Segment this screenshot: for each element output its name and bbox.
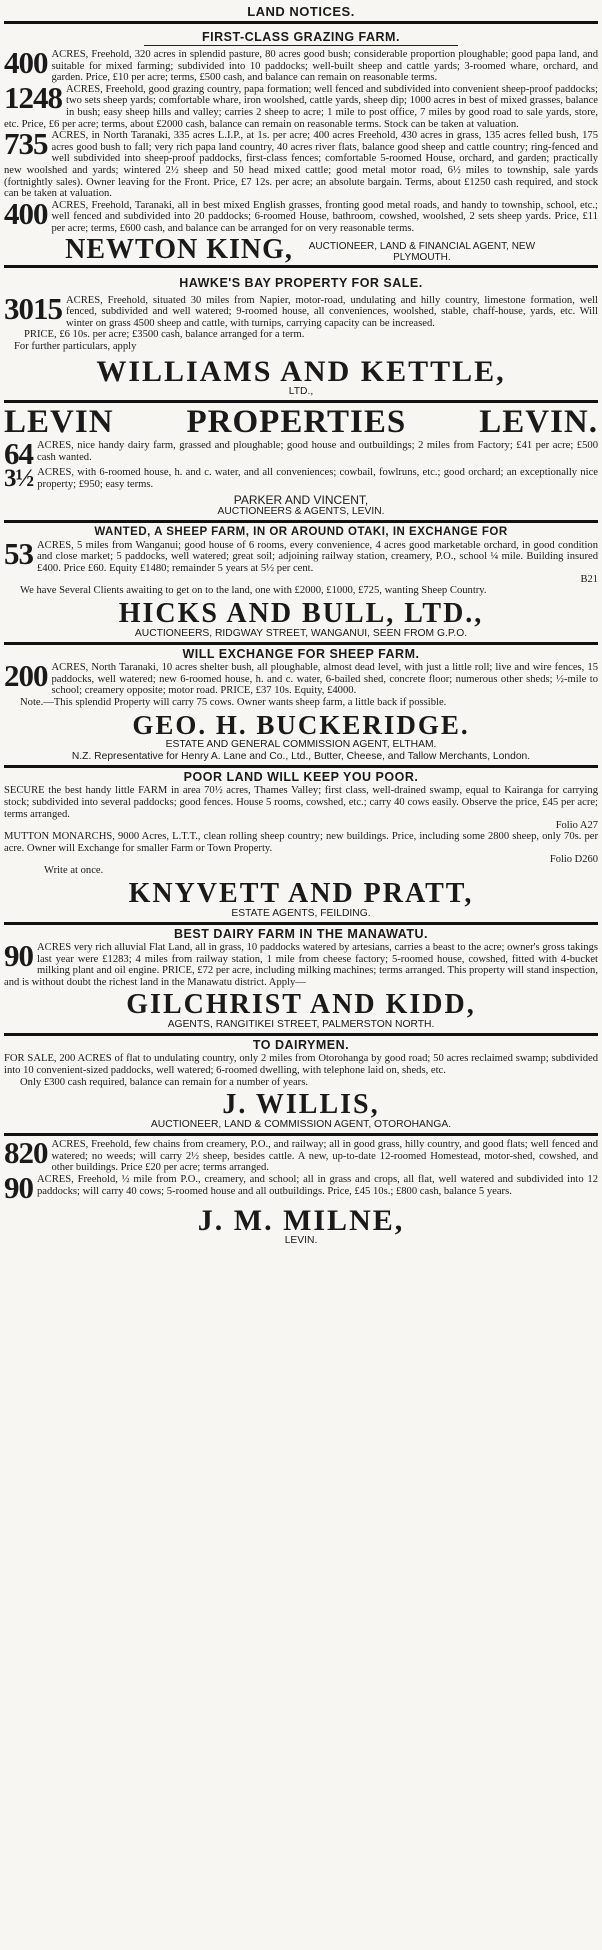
folio-ref: B21 [580,574,598,586]
listing [4,937,598,988]
acreage-number: 90 [4,1169,33,1205]
listing: FOR SALE, 200 ACRES of flat to undulating country, only 2 miles from Otorohanga by good road; 50 acres reclaimed swamp; subdivided into 10 convenient-sized paddocks, well watered; 6-roomed dwelling, with telephone laid on, sheds, etc. [4,1053,598,1076]
listing [4,290,598,330]
listing-text: ACRES, in North Taranaki, 335 acres L.I.P., at 1s. per acre; 400 acres Freehold, 430 acres in grass, 135 acres felled bush, 175 acres good bush to fall; very rich papa land country, 40 acres river flats, balance good sheep and cattle country; ring-fenced and well subdivided into sheep-proof paddocks, first-class fences; comfortable 5-roomed House, orchard, and garden; practically new woolshed and yards; wintered 2½ sheep and 50 head mixed cattle; good metal motor road, 6½ miles to township, sale yards (fortnightly sales). Owner leaving for the Front. Price, £7 12s. per acre; an absolute bargain. Terms, about £1250 cash required, and stock can be taken at valuation. [4,130,598,200]
acreage-number: 400 [4,45,48,80]
levin-banner [4,404,598,441]
agent-name: J. M. MILNE, [197,1203,405,1237]
divider [4,520,598,523]
exchange-heading: WILL EXCHANGE FOR SHEEP FARM. [182,647,420,662]
agent-details: AUCTIONEER, LAND & COMMISSION AGENT, OTOROHANGA. [150,1119,452,1131]
grazing-heading: FIRST-CLASS GRAZING FARM. [202,30,400,44]
agent-block [4,233,598,265]
poorland-heading: POOR LAND WILL KEEP YOU POOR. [183,770,419,785]
agent-details: AUCTIONEERS & AGENTS, LEVIN. [217,505,385,517]
listing-text: ACRES, Freehold, good grazing country, papa formation; well fenced and subdivided into convenient sheep-proof paddocks; two sets sheep yards; comfortable whare, iron woolshed, cattle yards, sheep dip; 1000 acres in best of mixed grasses, balance in bush; easy sheep hills and valley; carries 2 sheep to acre; 1 mile to post office, 7 miles by good road to sale yards, store, etc. Price, £6 per acre; terms, about £2000 cash, balance can remain on reasonable terms. Stock can be taken at valuation. [4,83,598,130]
divider [4,765,598,768]
agent-name: HICKS AND BULL, LTD., [118,598,484,630]
acreage-number: 53 [4,535,33,571]
listing-text: ACRES, nice handy dairy farm, grassed and ploughable; good house and outbuildings; 2 miles from Factory; £41 per acre; £500 cash wanted. [37,440,598,464]
divider [144,45,458,46]
page-title: LAND NOTICES. [247,4,355,19]
listing [4,126,598,200]
divider [4,265,598,268]
listing [4,1135,598,1174]
otaki-heading: WANTED, A SHEEP FARM, IN OR AROUND OTAKI, IN EXCHANGE FOR [94,525,508,538]
acreage-number: 400 [4,195,48,231]
listing [4,465,598,493]
note-line: Note.—This splendid Property will carry 75 cows. Owner wants sheep farm, a little back if possible. [20,696,447,708]
acreage-number: 3½ [4,465,34,493]
folio-ref: Folio D260 [549,854,598,866]
price-line: PRICE, £6 10s. per acre; £3500 cash, balance arranged for a term. [24,329,305,341]
agent-name: NEWTON KING, [65,233,293,265]
divider [4,21,598,24]
listing [4,535,598,575]
listing: MUTTON MONARCHS, 9000 Acres, L.T.T., clean rolling sheep country; new buildings. Price, including some 2800 sheep, only 70s. per acre. Owner will Exchange for smaller Farm or Town Property. [4,831,598,854]
listing [4,1169,598,1205]
acreage-number: 1248 [4,79,62,115]
agent-details: LEVIN. [284,1234,318,1246]
agent-name: GILCHRIST AND KIDD, [126,989,476,1021]
acreage-number: 64 [4,436,33,472]
dairymen-heading: TO DAIRYMEN. [252,1038,350,1053]
write-line: Write at once. [44,865,104,877]
land-notices-column [4,0,598,1247]
listing-text: ACRES, North Taranaki, 10 acres shelter bush, all ploughable, almost dead level, with just a little roll; live and wire fences, 15 paddocks, well watered; new 6-roomed house, h. and c. water, 6-bailed shed, concrete floor; numerous other sheds; ½-mile to school; creamery opposite; motor road. PRICE, £37 10s. Equity, £4000. [51,662,598,697]
acreage-number: 735 [4,126,48,162]
listing-text: ACRES, Freehold, ½ mile from P.O., creamery, and school; all in grass and crops, all flat, well watered and subdivided into 12 paddocks; will carry 40 cows; 5-roomed house and all outbuildings. Price, £45 10s.; £800 cash, balance 5 years. [37,1173,598,1197]
listing-text: ACRES, Freehold, situated 30 miles from Napier, motor-road, undulating and hilly country, limestone formation, well fenced, subdivided and well watered; 9-roomed house, all conveniences, woolshed, stable, chaff-house, yards, etc. Will winter on grass 4500 sheep and cattle, with turnips, carrying capacity can be increased. [66,294,598,329]
further-line: For further particulars, apply [14,340,137,352]
listing [4,658,598,697]
listing-text: ACRES, Freehold, 320 acres in splendid pasture, 80 acres good bush; considerable proportion ploughable; good papa land, and suitable for mixed farming; subdivided into 10 paddocks; well-built sheep and cattle yards; 3-roomed whare, orchard, and garden. Price, £10 per acre; terms, £500 cash, and balance can remain on reasonable terms. [51,49,598,84]
hawkes-heading: HAWKE'S BAY PROPERTY FOR SALE. [179,275,423,290]
listing-text: ACRES, Freehold, Taranaki, all in best mixed English grasses, fronting good metal roads, and handy to township, school, etc.; well fenced and subdivided into 20 paddocks; 6-roomed House, bathroom, cowshed, woolshed, 2 sets sheep yards. Price, £11 per acre; terms, £600 cash, and balance can be arranged for on very reasonable terms. [51,199,598,234]
banner-right: LEVIN. [479,404,598,441]
listing-text: ACRES, 5 miles from Wanganui; good house of 6 rooms, every convenience, 4 acres good marketable orchard, in good condition and close market; 5 paddocks, well watered; great soil; adjoining railway station, creamery, P.O., school ¼ mile. Building insured £400. Price £60. Equity £1480; remainder 5 years at 5½ per cent. [37,539,598,574]
agent-name: PARKER AND VINCENT, [233,492,369,507]
agent-name: WILLIAMS AND KETTLE, [96,355,506,389]
divider [4,400,598,403]
agent-name: KNYVETT AND PRATT, [128,877,474,909]
acreage-number: 90 [4,937,33,973]
listing [4,79,598,130]
acreage-number: 820 [4,1135,48,1171]
agent-name: GEO. H. BUCKERIDGE. [132,710,470,741]
divider [4,642,598,645]
listing-text: ACRES, Freehold, few chains from creamery, P.O., and railway; all in good grass, hilly country, and good flats; well fenced and watered; no weeds; will carry 2½ sheep, besides cattle. A new, up-to-date 12-roomed Homestead, motor-shed, cowshed, and other buildings. Price £20 per acre; terms arranged. [51,1139,598,1174]
agent-details: N.Z. Representative for Henry A. Lane and Co., Ltd., Butter, Cheese, and Tallow Merchants, London. [71,751,531,763]
agent-details: AGENTS, RANGITIKEI STREET, PALMERSTON NORTH. [167,1019,435,1031]
banner-mid: PROPERTIES [186,404,407,441]
listing-text: ACRES, with 6-roomed house, h. and c. water, and all conveniences; cowbail, fowlruns, etc.; good orchard; an exceptionally nice property; £950; easy terms. [37,467,598,491]
acreage-number: 3015 [4,290,62,326]
divider [4,1133,598,1136]
divider [4,1033,598,1036]
agent-details: AUCTIONEERS, RIDGWAY STREET, WANGANUI, SEEN FROM G.P.O. [134,628,468,640]
agent-details: LTD., [288,386,314,398]
acreage-number: 200 [4,658,48,694]
agent-name: J. WILLIS, [222,1089,380,1121]
agent-details: ESTATE AGENTS, FEILDING. [231,907,371,919]
banner-left: LEVIN [4,404,114,441]
agent-details: ESTATE AND GENERAL COMMISSION AGENT, ELTHAM. [165,739,437,751]
listing [4,195,598,235]
listing [4,436,598,472]
agent-details: AUCTIONEER, LAND & FINANCIAL AGENT, NEW PLYMOUTH. [308,240,536,263]
cash-line: Only £300 cash required, balance can remain for a number of years. [20,1076,308,1088]
listing-text: ACRES very rich alluvial Flat Land, all in grass, 10 paddocks watered by artesians, carries a beast to the acre; owner's gross takings last year were £1283; 4 miles from railway station, 1 mile from cheese factory; 5-roomed house, cowshed, fitted with 4-bucket milking plant and oil engine. PRICE, £72 per acre, including milking machines; terms arranged. This property will stand inspection, and is without doubt the richest land in the Manawatu district. Apply— [4,941,598,988]
dairy-heading: BEST DAIRY FARM IN THE MANAWATU. [174,926,428,941]
note-line: We have Several Clients awaiting to get on to the land, one with £2000, £1000, £725, wanting Sheep Country. [20,585,487,597]
listing [4,45,598,84]
divider [4,922,598,925]
folio-ref: Folio A27 [555,820,598,832]
listing: SECURE the best handy little FARM in area 70½ acres, Thames Valley; first class, well-drained swamp, equal to Kairanga for carrying stock; subdivided into several paddocks; good fences. House 5 rooms, cowshed, etc.; carry 40 cows easily. Observe the price, £45 per acre; terms arranged. [4,785,598,820]
